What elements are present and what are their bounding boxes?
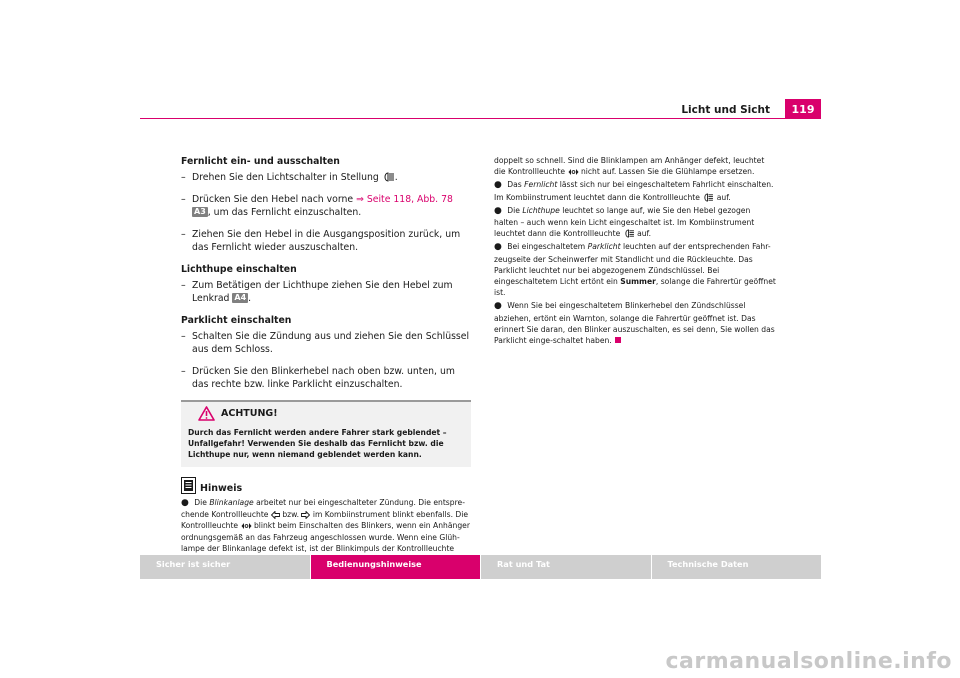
header-rule bbox=[140, 118, 821, 119]
note-header bbox=[181, 477, 471, 494]
warning-title: ACHTUNG! bbox=[221, 408, 278, 419]
note-emphasis: Blinkanlage bbox=[209, 498, 254, 507]
right-bullet-parking bbox=[494, 241, 776, 298]
footer-tab-rat-und-tat[interactable]: Rat und Tat bbox=[481, 555, 651, 579]
right-bullet-flash bbox=[494, 205, 776, 240]
step-2-text: Drücken Sie den Hebel nach vorne bbox=[192, 194, 354, 205]
step-1-text: Drehen Sie den Lichtschalter in Stellung bbox=[192, 172, 379, 183]
watermark: carmanualsonline.info bbox=[665, 649, 952, 674]
trailer-signal-icon bbox=[568, 168, 579, 176]
footer-nav bbox=[140, 555, 821, 579]
footer-tab-bedienungshinweise[interactable]: Bedienungshinweise bbox=[311, 555, 481, 579]
bullet-dot: ● bbox=[181, 498, 189, 508]
warning-triangle-icon bbox=[198, 406, 215, 421]
footer-tab-sicher[interactable]: Sicher ist sicher bbox=[140, 555, 310, 579]
right-p1-text: doppelt so schnell. Sind die Blinklampen am Anhänger defekt, leuchtet die Kontrollleuchte bbox=[494, 156, 765, 177]
step-2-text-end: , um das Fernlicht einzuschalten. bbox=[207, 207, 362, 218]
heading-flash: Lichthupe einschalten bbox=[181, 264, 297, 275]
right-p1-text-end: nicht auf. Lassen Sie die Glühlampe ersetzen. bbox=[580, 167, 755, 177]
right-bullet-warning-tone bbox=[494, 300, 776, 346]
note-text-5: blinkt beim Einschalten des Blinkers, wenn ein Anhänger ordnungsgemäß an das Fahrzeug angeschlossen wurde. Wenn eine Glüh-lampe der Blinkanlage defekt ist, ist der Blinkimpuls der Kontrollleuchte bbox=[181, 521, 470, 553]
note-text bbox=[181, 497, 471, 554]
page-number: 119 bbox=[785, 99, 821, 119]
left-column bbox=[181, 155, 471, 554]
right-paragraph-1 bbox=[494, 155, 776, 177]
warning-text: Durch das Fernlicht werden andere Fahrer stark geblendet – Unfallgefahr! Verwenden Sie deshalb das Fernlicht bzw. die Lichthupe nur, wenn niemand geblendet werden kann. bbox=[188, 428, 447, 459]
right-b3-text-1: Die bbox=[507, 205, 520, 215]
right-b3-text-2: leuchtet so lange auf, wie Sie den Hebel gezogen halten – auch wenn kein Licht eingeschaltet ist. Im Kombiinstrument leuchtet dann die Kontrollleuchte bbox=[494, 205, 755, 239]
right-b2-emphasis: Fernlicht bbox=[524, 180, 558, 190]
figure-callout-badge-a4: A4 bbox=[234, 293, 247, 302]
step-4 bbox=[181, 279, 471, 305]
right-b2-text-1: Das bbox=[507, 180, 522, 190]
step-1-end: . bbox=[394, 172, 398, 183]
turn-signal-right-icon bbox=[301, 511, 310, 519]
note-text-1: Die bbox=[194, 498, 207, 507]
note-icon bbox=[181, 477, 196, 494]
right-b3-text-3: auf. bbox=[637, 229, 652, 239]
bullet-dot: ● bbox=[494, 301, 502, 312]
right-b4-emphasis: Parklicht bbox=[587, 242, 621, 252]
right-b4-text-1: Bei eingeschaltetem bbox=[507, 242, 586, 252]
heading-parking-light: Parklicht einschalten bbox=[181, 315, 292, 326]
note-title: Hinweis bbox=[200, 483, 243, 494]
right-b4-strong: Summer bbox=[620, 277, 656, 287]
footer-tab-technische-daten[interactable]: Technische Daten bbox=[652, 555, 822, 579]
right-b2-text-3: auf. bbox=[716, 192, 731, 202]
step-5: – Schalten Sie die Zündung aus und ziehen Sie den Schlüssel aus dem Schloss. bbox=[181, 330, 471, 356]
note-text-4: im Kombiinstrument blinkt ebenfalls. Die Kontrollleuchte bbox=[181, 510, 469, 531]
bullet-dot: ● bbox=[494, 180, 502, 191]
turn-signal-left-icon bbox=[271, 511, 280, 519]
end-of-section-marker bbox=[615, 337, 621, 343]
high-beam-icon bbox=[382, 172, 395, 182]
right-column bbox=[494, 155, 776, 348]
header-title: Licht und Sicht bbox=[681, 104, 770, 116]
right-b5-text: Wenn Sie bei eingeschaltetem Blinkerhebel den Zündschlüssel abziehen, ertönt ein Warnton, solange die Fahrertür geöffnet ist. Das erinnert Sie daran, den Blinker auszuschalten, es sei denn, Sie wollen das Parklicht einge-schaltet haben. bbox=[494, 301, 775, 346]
right-b4-text-2: leuchten auf der entsprechenden Fahr-zeugseite der Scheinwerfer mit Standlicht und die Rückleuchte. Das Parklicht leuchtet nur bei abgezogenem Zündschlüssel. Bei eingeschaltetem Licht ertönt ein bbox=[494, 242, 771, 287]
right-b4-text-3: , solange die Fahrertür geöffnet ist. bbox=[494, 277, 776, 298]
warning-box bbox=[181, 400, 471, 467]
step-4-text: Zum Betätigen der Lichthupe ziehen Sie den Hebel zum Lenkrad bbox=[192, 280, 453, 304]
step-6: – Drücken Sie den Blinkerhebel nach oben bzw. unten, um das rechte bzw. linke Parklicht einzuschalten. bbox=[181, 365, 471, 391]
step-2 bbox=[181, 193, 471, 219]
bullet-dot: ● bbox=[494, 242, 502, 253]
note-text-2: arbeitet nur bei eingeschalteter Zündung. Die entspre-chende Kontrollleuchte bbox=[181, 498, 465, 520]
heading-high-beam: Fernlicht ein- und ausschalten bbox=[181, 156, 340, 167]
high-beam-icon bbox=[702, 193, 714, 202]
high-beam-icon bbox=[623, 229, 635, 238]
step-1 bbox=[181, 171, 471, 184]
page-reference-link[interactable]: ⇒ Seite 118, Abb. 78 bbox=[356, 194, 453, 205]
right-b3-emphasis: Lichthupe bbox=[522, 205, 560, 215]
note-text-3: bzw. bbox=[282, 510, 300, 520]
step-3: – Ziehen Sie den Hebel in die Ausgangsposition zurück, um das Fernlicht wieder auszuschalten. bbox=[181, 228, 471, 254]
trailer-signal-icon bbox=[241, 522, 252, 530]
figure-callout-badge: A3 bbox=[194, 207, 206, 216]
step-4-end: . bbox=[248, 293, 252, 304]
right-b2-text-2: lässt sich nur bei eingeschaltetem Fahrlicht einschalten. Im Kombiinstrument leuchtet dann die Kontrollleuchte bbox=[494, 180, 774, 202]
bullet-dot: ● bbox=[494, 205, 502, 216]
right-bullet-high-beam bbox=[494, 179, 776, 202]
